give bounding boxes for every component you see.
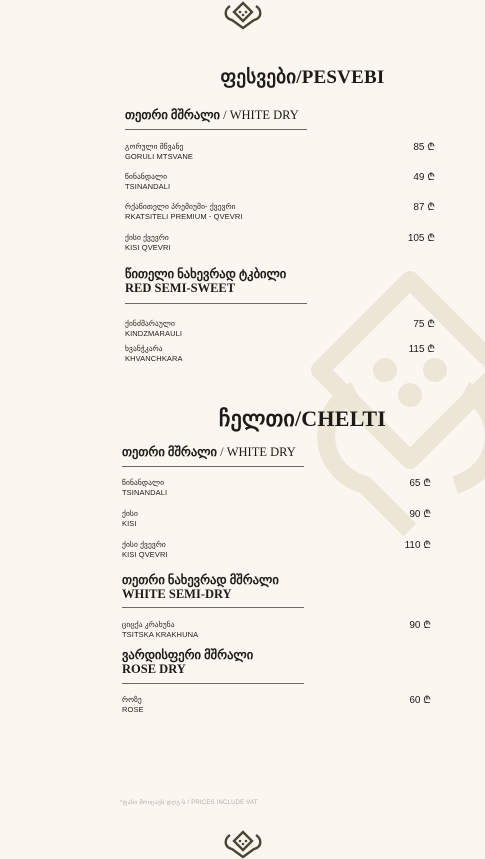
item-name-geo: ქისი ქვევრი	[125, 233, 169, 242]
item-name-lat: RKATSITELI PREMIUM - QVEVRI	[125, 212, 243, 221]
item-name-geo: ქისი	[122, 509, 138, 518]
item-name-geo: წინანდალი	[122, 478, 165, 487]
group-title-geo: ვარდისფერი მშრალი	[122, 648, 254, 662]
item-price: 75 ₾	[413, 319, 435, 330]
group-title-geo: თეთრი მშრალი	[125, 108, 220, 122]
vat-footnote: *ფასი მოიცავს დღგ-ს / PRICES INCLUDE VAT	[120, 800, 258, 806]
section-title-chelti: ჩელთი/CHELTI	[218, 406, 387, 431]
watermark-ornament-icon	[295, 270, 485, 540]
item-name-geo: როზე	[122, 695, 142, 704]
item-name-geo: ქისი ქვევრი	[122, 540, 166, 549]
divider	[125, 129, 307, 130]
item-name-lat: KISI QVEVRI	[125, 243, 171, 252]
group-title-white-dry	[122, 445, 296, 459]
group-title-geo: წითელი ნახევრად ტკბილი	[125, 267, 287, 281]
item-name-lat: KHVANCHKARA	[125, 354, 183, 363]
item-name-lat: TSINANDALI	[125, 182, 171, 191]
divider	[122, 607, 304, 608]
item-name-geo: წინანდალი	[125, 172, 168, 181]
divider	[122, 683, 304, 684]
bottom-ornament-icon	[221, 829, 265, 859]
group-title-lat: WHITE SEMI-DRY	[122, 587, 232, 601]
group-title-lat: RED SEMI-SWEET	[125, 281, 236, 295]
item-name-geo: რქაწითელი პრემიუმი- ქვევრი	[125, 202, 236, 211]
item-price: 65 ₾	[409, 478, 431, 489]
divider	[122, 466, 304, 467]
item-name-geo: ხვანჭკარა	[125, 344, 163, 353]
item-price: 60 ₾	[409, 695, 431, 706]
group-title-white-semi-dry	[122, 573, 279, 601]
divider	[125, 303, 307, 304]
group-title-white-dry	[125, 108, 299, 122]
group-title-lat: ROSE DRY	[122, 662, 186, 676]
item-name-lat: ROSE	[122, 705, 144, 714]
group-title-geo: თეთრი ნახევრად მშრალი	[122, 573, 279, 587]
group-title-lat: WHITE DRY	[226, 445, 296, 459]
item-name-geo: ციცქა კრახუნა	[122, 620, 175, 629]
item-name-lat: KINDZMARAULI	[125, 329, 183, 338]
item-price: 90 ₾	[409, 620, 431, 631]
item-name-lat: TSITSKA KRAKHUNA	[122, 630, 199, 639]
top-ornament-icon	[221, 0, 265, 30]
section-title-pesvebi: ფესვები/PESVEBI	[220, 67, 385, 88]
item-name-lat: KISI QVEVRI	[122, 550, 168, 559]
group-title-sep: /	[216, 445, 227, 459]
item-price: 115 ₾	[408, 344, 435, 355]
item-price: 110 ₾	[404, 540, 431, 551]
item-name-lat: KISI	[122, 519, 137, 528]
item-price: 90 ₾	[409, 509, 431, 520]
item-name-geo: გორული მწვანე	[125, 142, 184, 151]
item-name-lat: GORULI MTSVANE	[125, 152, 193, 161]
item-name-lat: TSINANDALI	[122, 488, 168, 497]
item-price: 85 ₾	[413, 142, 435, 153]
group-title-sep: /	[219, 108, 230, 122]
group-title-red-semi-sweet	[125, 267, 286, 295]
group-title-lat: WHITE DRY	[229, 108, 299, 122]
group-title-rose-dry	[122, 648, 253, 676]
group-title-geo: თეთრი მშრალი	[122, 445, 217, 459]
item-name-geo: ქინძმარაული	[125, 319, 175, 328]
item-price: 87 ₾	[413, 202, 435, 213]
item-price: 49 ₾	[413, 172, 435, 183]
item-price: 105 ₾	[407, 233, 435, 244]
